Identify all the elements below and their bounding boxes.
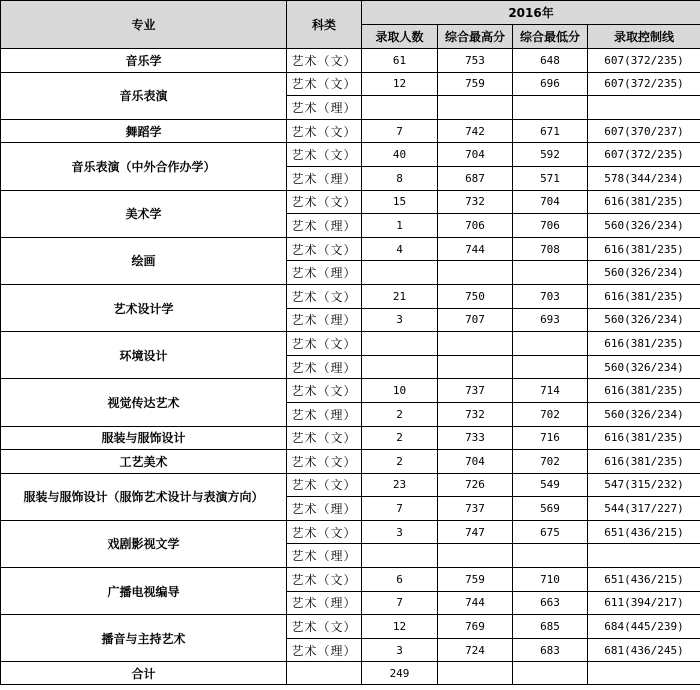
total-label: 合计 bbox=[1, 662, 287, 685]
max-score-cell: 747 bbox=[438, 520, 513, 544]
admitted-cell: 8 bbox=[362, 166, 438, 190]
header-year: 2016年 bbox=[362, 1, 700, 25]
control-line-cell: 684(445/239) bbox=[588, 615, 700, 639]
category-cell: 艺术（文） bbox=[287, 237, 362, 261]
table-row bbox=[1, 190, 700, 214]
category-cell: 艺术（文） bbox=[287, 568, 362, 592]
total-min bbox=[513, 662, 588, 685]
admitted-cell: 3 bbox=[362, 638, 438, 662]
min-score-cell bbox=[513, 261, 588, 285]
max-score-cell: 726 bbox=[438, 473, 513, 497]
admitted-cell bbox=[362, 355, 438, 379]
major-name: 艺术设计学 bbox=[1, 284, 287, 331]
min-score-cell: 685 bbox=[513, 615, 588, 639]
max-score-cell: 737 bbox=[438, 379, 513, 403]
max-score-cell: 687 bbox=[438, 166, 513, 190]
major-name: 环境设计 bbox=[1, 332, 287, 379]
min-score-cell: 549 bbox=[513, 473, 588, 497]
admitted-cell: 6 bbox=[362, 568, 438, 592]
major-name: 视觉传达艺术 bbox=[1, 379, 287, 426]
min-score-cell: 696 bbox=[513, 72, 588, 96]
category-cell: 艺术（理） bbox=[287, 214, 362, 238]
min-score-cell: 675 bbox=[513, 520, 588, 544]
control-line-cell: 616(381/235) bbox=[588, 332, 700, 356]
table-row bbox=[1, 49, 700, 73]
min-score-cell: 571 bbox=[513, 166, 588, 190]
min-score-cell: 706 bbox=[513, 214, 588, 238]
category-cell: 艺术（文） bbox=[287, 284, 362, 308]
total-max bbox=[438, 662, 513, 685]
admitted-cell: 12 bbox=[362, 615, 438, 639]
major-name: 音乐学 bbox=[1, 49, 287, 73]
control-line-cell: 681(436/245) bbox=[588, 638, 700, 662]
total-admitted: 249 bbox=[362, 662, 438, 685]
admitted-cell: 23 bbox=[362, 473, 438, 497]
control-line-cell: 560(326/234) bbox=[588, 214, 700, 238]
table-footer bbox=[1, 662, 700, 685]
max-score-cell bbox=[438, 355, 513, 379]
major-name: 舞蹈学 bbox=[1, 119, 287, 143]
table-row bbox=[1, 379, 700, 403]
category-cell: 艺术（理） bbox=[287, 261, 362, 285]
major-name: 美术学 bbox=[1, 190, 287, 237]
category-cell: 艺术（文） bbox=[287, 72, 362, 96]
max-score-cell: 750 bbox=[438, 284, 513, 308]
admitted-cell: 61 bbox=[362, 49, 438, 73]
major-name: 绘画 bbox=[1, 237, 287, 284]
max-score-cell: 759 bbox=[438, 568, 513, 592]
header-max-score: 综合最高分 bbox=[438, 25, 513, 49]
category-cell: 艺术（文） bbox=[287, 473, 362, 497]
control-line-cell: 616(381/235) bbox=[588, 379, 700, 403]
min-score-cell: 663 bbox=[513, 591, 588, 615]
admitted-cell: 15 bbox=[362, 190, 438, 214]
min-score-cell: 703 bbox=[513, 284, 588, 308]
category-cell: 艺术（理） bbox=[287, 166, 362, 190]
min-score-cell: 704 bbox=[513, 190, 588, 214]
admitted-cell: 2 bbox=[362, 426, 438, 450]
major-name: 音乐表演（中外合作办学） bbox=[1, 143, 287, 190]
major-name: 播音与主持艺术 bbox=[1, 615, 287, 662]
major-name: 广播电视编导 bbox=[1, 568, 287, 615]
min-score-cell: 710 bbox=[513, 568, 588, 592]
admitted-cell: 40 bbox=[362, 143, 438, 167]
table-row bbox=[1, 568, 700, 592]
header-control-line: 录取控制线 bbox=[588, 25, 700, 49]
control-line-cell bbox=[588, 544, 700, 568]
category-cell: 艺术（文） bbox=[287, 190, 362, 214]
category-cell: 艺术（理） bbox=[287, 308, 362, 332]
min-score-cell bbox=[513, 96, 588, 120]
category-cell: 艺术（文） bbox=[287, 332, 362, 356]
control-line-cell: 616(381/235) bbox=[588, 450, 700, 474]
max-score-cell: 706 bbox=[438, 214, 513, 238]
category-cell: 艺术（文） bbox=[287, 49, 362, 73]
max-score-cell bbox=[438, 96, 513, 120]
control-line-cell: 651(436/215) bbox=[588, 520, 700, 544]
min-score-cell: 702 bbox=[513, 402, 588, 426]
major-name: 服装与服饰设计 bbox=[1, 426, 287, 450]
admitted-cell bbox=[362, 96, 438, 120]
category-cell: 艺术（文） bbox=[287, 426, 362, 450]
header-major: 专业 bbox=[1, 1, 287, 49]
min-score-cell bbox=[513, 544, 588, 568]
table-row bbox=[1, 615, 700, 639]
major-name: 服装与服饰设计（服饰艺术设计与表演方向） bbox=[1, 473, 287, 520]
category-cell: 艺术（文） bbox=[287, 520, 362, 544]
min-score-cell: 648 bbox=[513, 49, 588, 73]
table-row bbox=[1, 143, 700, 167]
header-min-score: 综合最低分 bbox=[513, 25, 588, 49]
admitted-cell: 3 bbox=[362, 520, 438, 544]
control-line-cell: 616(381/235) bbox=[588, 284, 700, 308]
max-score-cell: 732 bbox=[438, 190, 513, 214]
category-cell: 艺术（理） bbox=[287, 591, 362, 615]
control-line-cell: 560(326/234) bbox=[588, 261, 700, 285]
admitted-cell: 1 bbox=[362, 214, 438, 238]
control-line-cell: 616(381/235) bbox=[588, 237, 700, 261]
min-score-cell: 702 bbox=[513, 450, 588, 474]
admitted-cell: 3 bbox=[362, 308, 438, 332]
max-score-cell: 742 bbox=[438, 119, 513, 143]
max-score-cell: 733 bbox=[438, 426, 513, 450]
control-line-cell: 607(372/235) bbox=[588, 143, 700, 167]
header-admitted: 录取人数 bbox=[362, 25, 438, 49]
max-score-cell: 732 bbox=[438, 402, 513, 426]
control-line-cell: 607(370/237) bbox=[588, 119, 700, 143]
table-row bbox=[1, 332, 700, 356]
control-line-cell: 578(344/234) bbox=[588, 166, 700, 190]
category-cell: 艺术（理） bbox=[287, 497, 362, 521]
control-line-cell: 544(317/227) bbox=[588, 497, 700, 521]
max-score-cell bbox=[438, 544, 513, 568]
table-header bbox=[1, 1, 700, 49]
admitted-cell bbox=[362, 544, 438, 568]
admitted-cell: 7 bbox=[362, 497, 438, 521]
min-score-cell: 671 bbox=[513, 119, 588, 143]
category-cell: 艺术（理） bbox=[287, 96, 362, 120]
control-line-cell: 616(381/235) bbox=[588, 426, 700, 450]
category-cell: 艺术（文） bbox=[287, 143, 362, 167]
max-score-cell bbox=[438, 261, 513, 285]
control-line-cell: 560(326/234) bbox=[588, 402, 700, 426]
control-line-cell: 651(436/215) bbox=[588, 568, 700, 592]
control-line-cell bbox=[588, 96, 700, 120]
admitted-cell bbox=[362, 261, 438, 285]
admitted-cell: 2 bbox=[362, 402, 438, 426]
admitted-cell: 2 bbox=[362, 450, 438, 474]
min-score-cell: 569 bbox=[513, 497, 588, 521]
control-line-cell: 607(372/235) bbox=[588, 49, 700, 73]
control-line-cell: 607(372/235) bbox=[588, 72, 700, 96]
max-score-cell: 707 bbox=[438, 308, 513, 332]
admitted-cell: 4 bbox=[362, 237, 438, 261]
category-cell: 艺术（理） bbox=[287, 402, 362, 426]
max-score-cell: 704 bbox=[438, 143, 513, 167]
table-row bbox=[1, 426, 700, 450]
control-line-cell: 560(326/234) bbox=[588, 355, 700, 379]
max-score-cell: 744 bbox=[438, 237, 513, 261]
control-line-cell: 616(381/235) bbox=[588, 190, 700, 214]
max-score-cell: 759 bbox=[438, 72, 513, 96]
total-control bbox=[588, 662, 700, 685]
max-score-cell: 704 bbox=[438, 450, 513, 474]
total-category bbox=[287, 662, 362, 685]
category-cell: 艺术（文） bbox=[287, 450, 362, 474]
header-category: 科类 bbox=[287, 1, 362, 49]
admitted-cell: 21 bbox=[362, 284, 438, 308]
admitted-cell: 12 bbox=[362, 72, 438, 96]
major-name: 戏剧影视文学 bbox=[1, 520, 287, 567]
table-row bbox=[1, 119, 700, 143]
min-score-cell: 693 bbox=[513, 308, 588, 332]
table-row bbox=[1, 72, 700, 96]
admitted-cell: 10 bbox=[362, 379, 438, 403]
category-cell: 艺术（文） bbox=[287, 615, 362, 639]
category-cell: 艺术（理） bbox=[287, 355, 362, 379]
min-score-cell: 714 bbox=[513, 379, 588, 403]
max-score-cell: 753 bbox=[438, 49, 513, 73]
table-row bbox=[1, 520, 700, 544]
category-cell: 艺术（文） bbox=[287, 379, 362, 403]
min-score-cell: 716 bbox=[513, 426, 588, 450]
min-score-cell: 708 bbox=[513, 237, 588, 261]
category-cell: 艺术（理） bbox=[287, 638, 362, 662]
admitted-cell: 7 bbox=[362, 119, 438, 143]
major-name: 工艺美术 bbox=[1, 450, 287, 474]
max-score-cell: 744 bbox=[438, 591, 513, 615]
table-row bbox=[1, 473, 700, 497]
min-score-cell: 683 bbox=[513, 638, 588, 662]
admitted-cell: 7 bbox=[362, 591, 438, 615]
max-score-cell: 737 bbox=[438, 497, 513, 521]
min-score-cell bbox=[513, 355, 588, 379]
table-row bbox=[1, 237, 700, 261]
min-score-cell bbox=[513, 332, 588, 356]
max-score-cell: 724 bbox=[438, 638, 513, 662]
table-row bbox=[1, 450, 700, 474]
control-line-cell: 611(394/217) bbox=[588, 591, 700, 615]
max-score-cell: 769 bbox=[438, 615, 513, 639]
control-line-cell: 547(315/232) bbox=[588, 473, 700, 497]
category-cell: 艺术（理） bbox=[287, 544, 362, 568]
admitted-cell bbox=[362, 332, 438, 356]
table-row bbox=[1, 284, 700, 308]
control-line-cell: 560(326/234) bbox=[588, 308, 700, 332]
major-name: 音乐表演 bbox=[1, 72, 287, 119]
total-row bbox=[1, 662, 700, 685]
min-score-cell: 592 bbox=[513, 143, 588, 167]
table-body bbox=[1, 49, 700, 662]
category-cell: 艺术（文） bbox=[287, 119, 362, 143]
max-score-cell bbox=[438, 332, 513, 356]
